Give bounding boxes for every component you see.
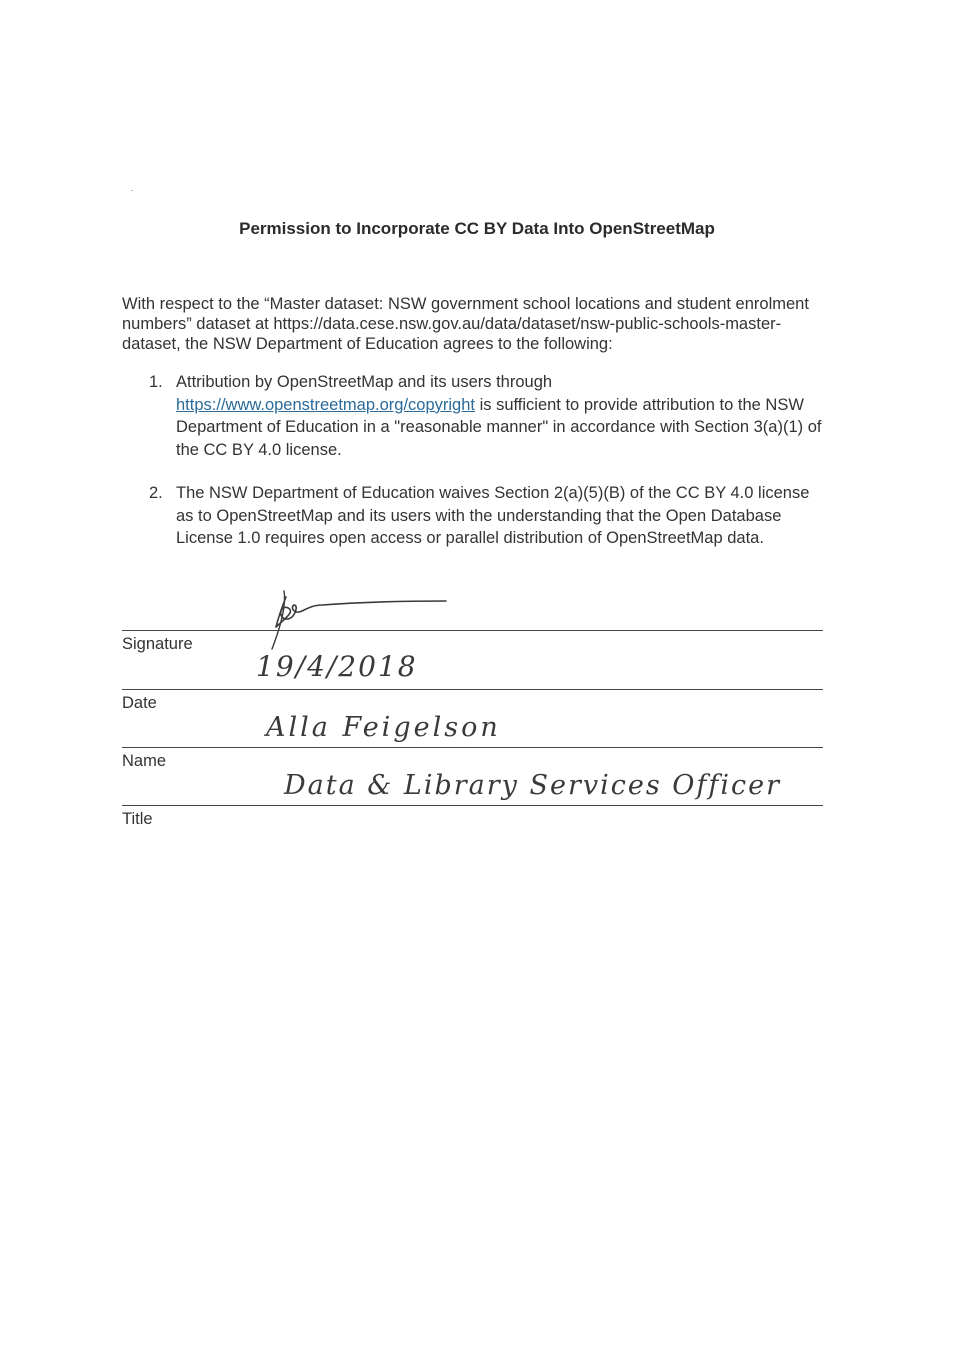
name-line: [122, 747, 823, 748]
item-text-after: is sufficient to provide attribution to the NSW Department of Education in a "reasonable manner" in accordance with Section 3(a)(1) of the CC BY 4.0 license.: [176, 395, 822, 459]
title-row: [122, 805, 823, 835]
item-text-before: Attribution by OpenStreetMap and its users through: [176, 373, 553, 391]
title-line: [122, 805, 823, 806]
list-item: [122, 482, 822, 550]
date-label: Date: [122, 694, 157, 712]
title-label: Title: [122, 810, 153, 828]
document-title: Permission to Incorporate CC BY Data Into OpenStreetMap: [239, 219, 715, 238]
copyright-link[interactable]: https://www.openstreetmap.org/copyright: [176, 395, 475, 414]
signature-line: [122, 630, 823, 631]
list-item: [122, 371, 822, 461]
handwritten-name: Alla Feigelson: [266, 712, 501, 743]
name-label: Name: [122, 752, 167, 770]
terms-list: [122, 371, 822, 571]
signature-label: Signature: [122, 635, 193, 653]
signature-row: [122, 630, 823, 660]
handwritten-date: 19/4/2018: [256, 650, 418, 683]
date-line: [122, 689, 823, 690]
intro-paragraph: With respect to the “Master dataset: NSW government school locations and student enrolment numbers” dataset at https://data.cese.nsw.gov.au/data/dataset/nsw-public-schools-master-dataset, the NSW Department of Education agrees to the following:: [122, 295, 809, 353]
item-number: 2.: [149, 484, 163, 502]
scan-speck: [131, 190, 133, 191]
item-number: 1.: [149, 373, 163, 391]
handwritten-title: Data & Library Services Officer: [284, 770, 782, 801]
item-text-before: The NSW Department of Education waives Section 2(a)(5)(B) of the CC BY 4.0 license as to OpenStreetMap and its users with the understanding that the Open Database License 1.0 requires open access or parallel distribution of OpenStreetMap data.: [176, 484, 810, 547]
